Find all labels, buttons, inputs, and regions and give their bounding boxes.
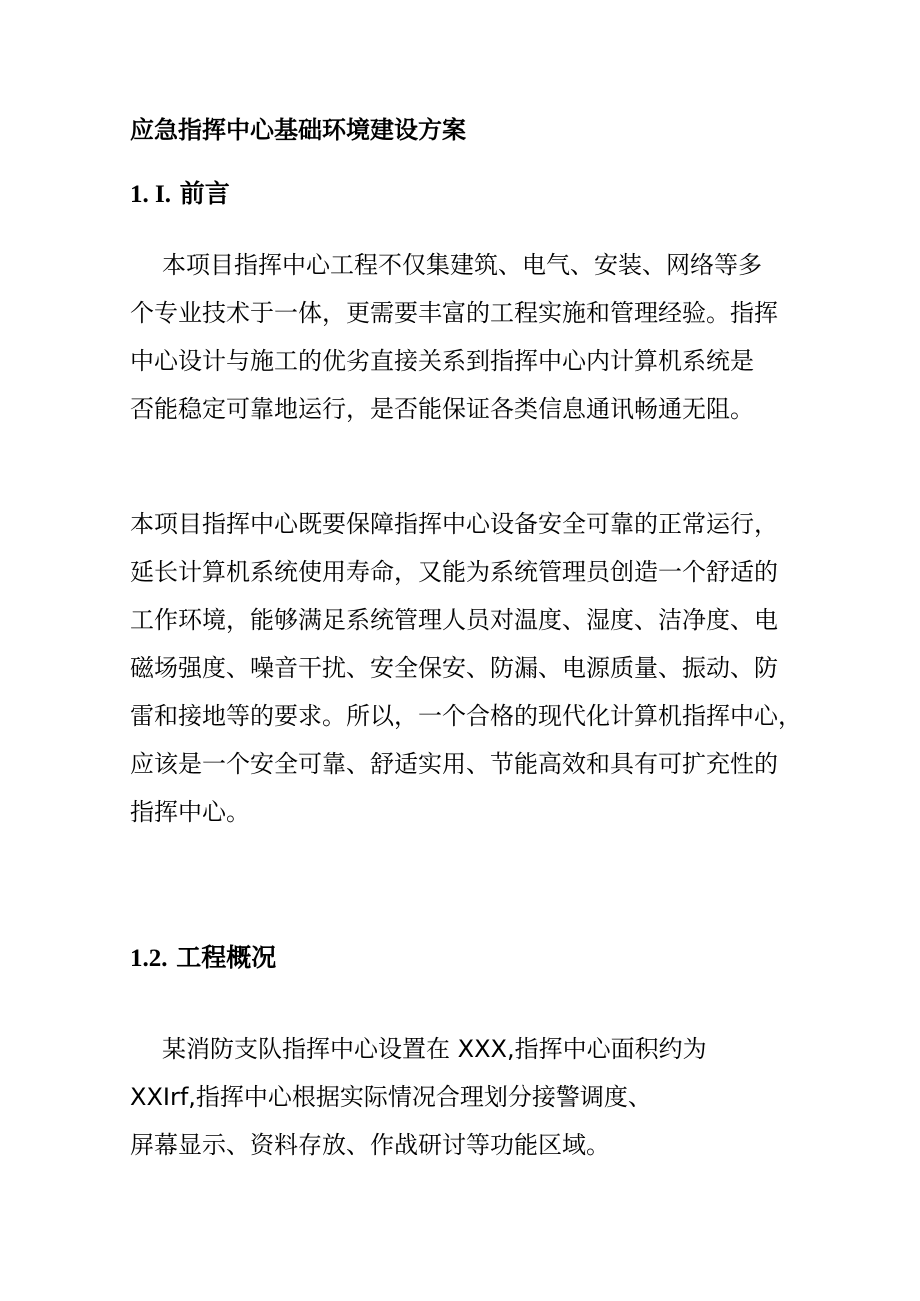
paragraph-line: 磁场强度、噪音干扰、安全保安、防漏、电源质量、振动、防: [130, 654, 778, 682]
paragraph-line: 延长计算机系统使用寿命，又能为系统管理员创造一个舒适的: [130, 558, 778, 586]
section-heading-overview: [130, 940, 276, 977]
paragraph-line: 本项目指挥中心既要保障指挥中心设备安全可靠的正常运行，: [130, 510, 778, 538]
section-number: 1.2.: [130, 945, 168, 972]
paragraph-overview-1: [130, 1025, 800, 1169]
paragraph-line: XXIrf,指挥中心根据实际情况合理划分接警调度、: [130, 1083, 652, 1111]
paragraph-line: 屏幕显示、资料存放、作战研讨等功能区域。: [130, 1131, 610, 1159]
paragraph-preface-2: [130, 500, 800, 836]
paragraph-line: 应该是一个安全可靠、舒适实用、节能高效和具有可扩充性的: [130, 750, 778, 778]
section-number: 1. I.: [130, 181, 171, 208]
paragraph-line: 雷和接地等的要求。所以，一个合格的现代化计算机指挥中心，: [130, 702, 802, 730]
section-title: 工程概况: [176, 943, 277, 972]
section-heading-preface: [130, 176, 230, 213]
section-title: 前言: [179, 179, 230, 208]
document-title: 应急指挥中心基础环境建设方案: [130, 116, 466, 144]
paragraph-line: 个专业技术于一体，更需要丰富的工程实施和管理经验。指挥: [130, 299, 778, 327]
paragraph-preface-1: [130, 241, 800, 433]
paragraph-line: 本项目指挥中心工程不仅集建筑、电气、安装、网络等多: [162, 251, 762, 279]
paragraph-line: 中心设计与施工的优劣直接关系到指挥中心内计算机系统是: [130, 347, 754, 375]
paragraph-line: 指挥中心。: [130, 798, 250, 826]
paragraph-line: 工作环境，能够满足系统管理人员对温度、湿度、洁净度、电: [130, 606, 778, 634]
paragraph-line: 某消防支队指挥中心设置在 XXX,指挥中心面积约为: [162, 1035, 707, 1063]
paragraph-line: 否能稳定可靠地运行，是否能保证各类信息通讯畅通无阻。: [130, 395, 754, 423]
